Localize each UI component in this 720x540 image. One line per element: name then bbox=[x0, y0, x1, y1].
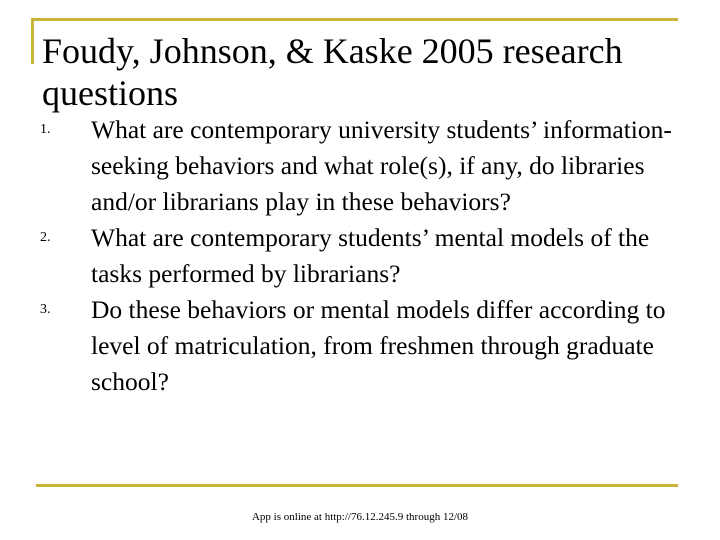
question-item-2 bbox=[40, 220, 680, 292]
slide-title: Foudy, Johnson, & Kaske 2005 research questions bbox=[42, 31, 623, 113]
research-questions-list bbox=[40, 112, 680, 400]
bottom-decorative-rule bbox=[36, 484, 678, 487]
slide-footer-note: App is online at http://76.12.245.9 through 12/08 bbox=[251, 511, 469, 523]
question-item-3 bbox=[40, 292, 680, 400]
left-decorative-rule bbox=[31, 18, 34, 64]
question-text-1: What are contemporary university students’ information-seeking behaviors and what role(s), if any, do libraries and/or librarians play in these behaviors? bbox=[91, 115, 672, 216]
question-item-1 bbox=[40, 112, 680, 220]
question-number-2: 2. bbox=[40, 230, 51, 245]
question-text-2: What are contemporary students’ mental models of the tasks performed by librarians? bbox=[91, 223, 650, 288]
question-number-3: 3. bbox=[40, 302, 51, 317]
top-decorative-rule bbox=[34, 18, 678, 21]
question-text-3: Do these behaviors or mental models differ according to level of matriculation, from freshmen through graduate school? bbox=[91, 295, 666, 396]
question-number-1: 1. bbox=[40, 122, 51, 137]
